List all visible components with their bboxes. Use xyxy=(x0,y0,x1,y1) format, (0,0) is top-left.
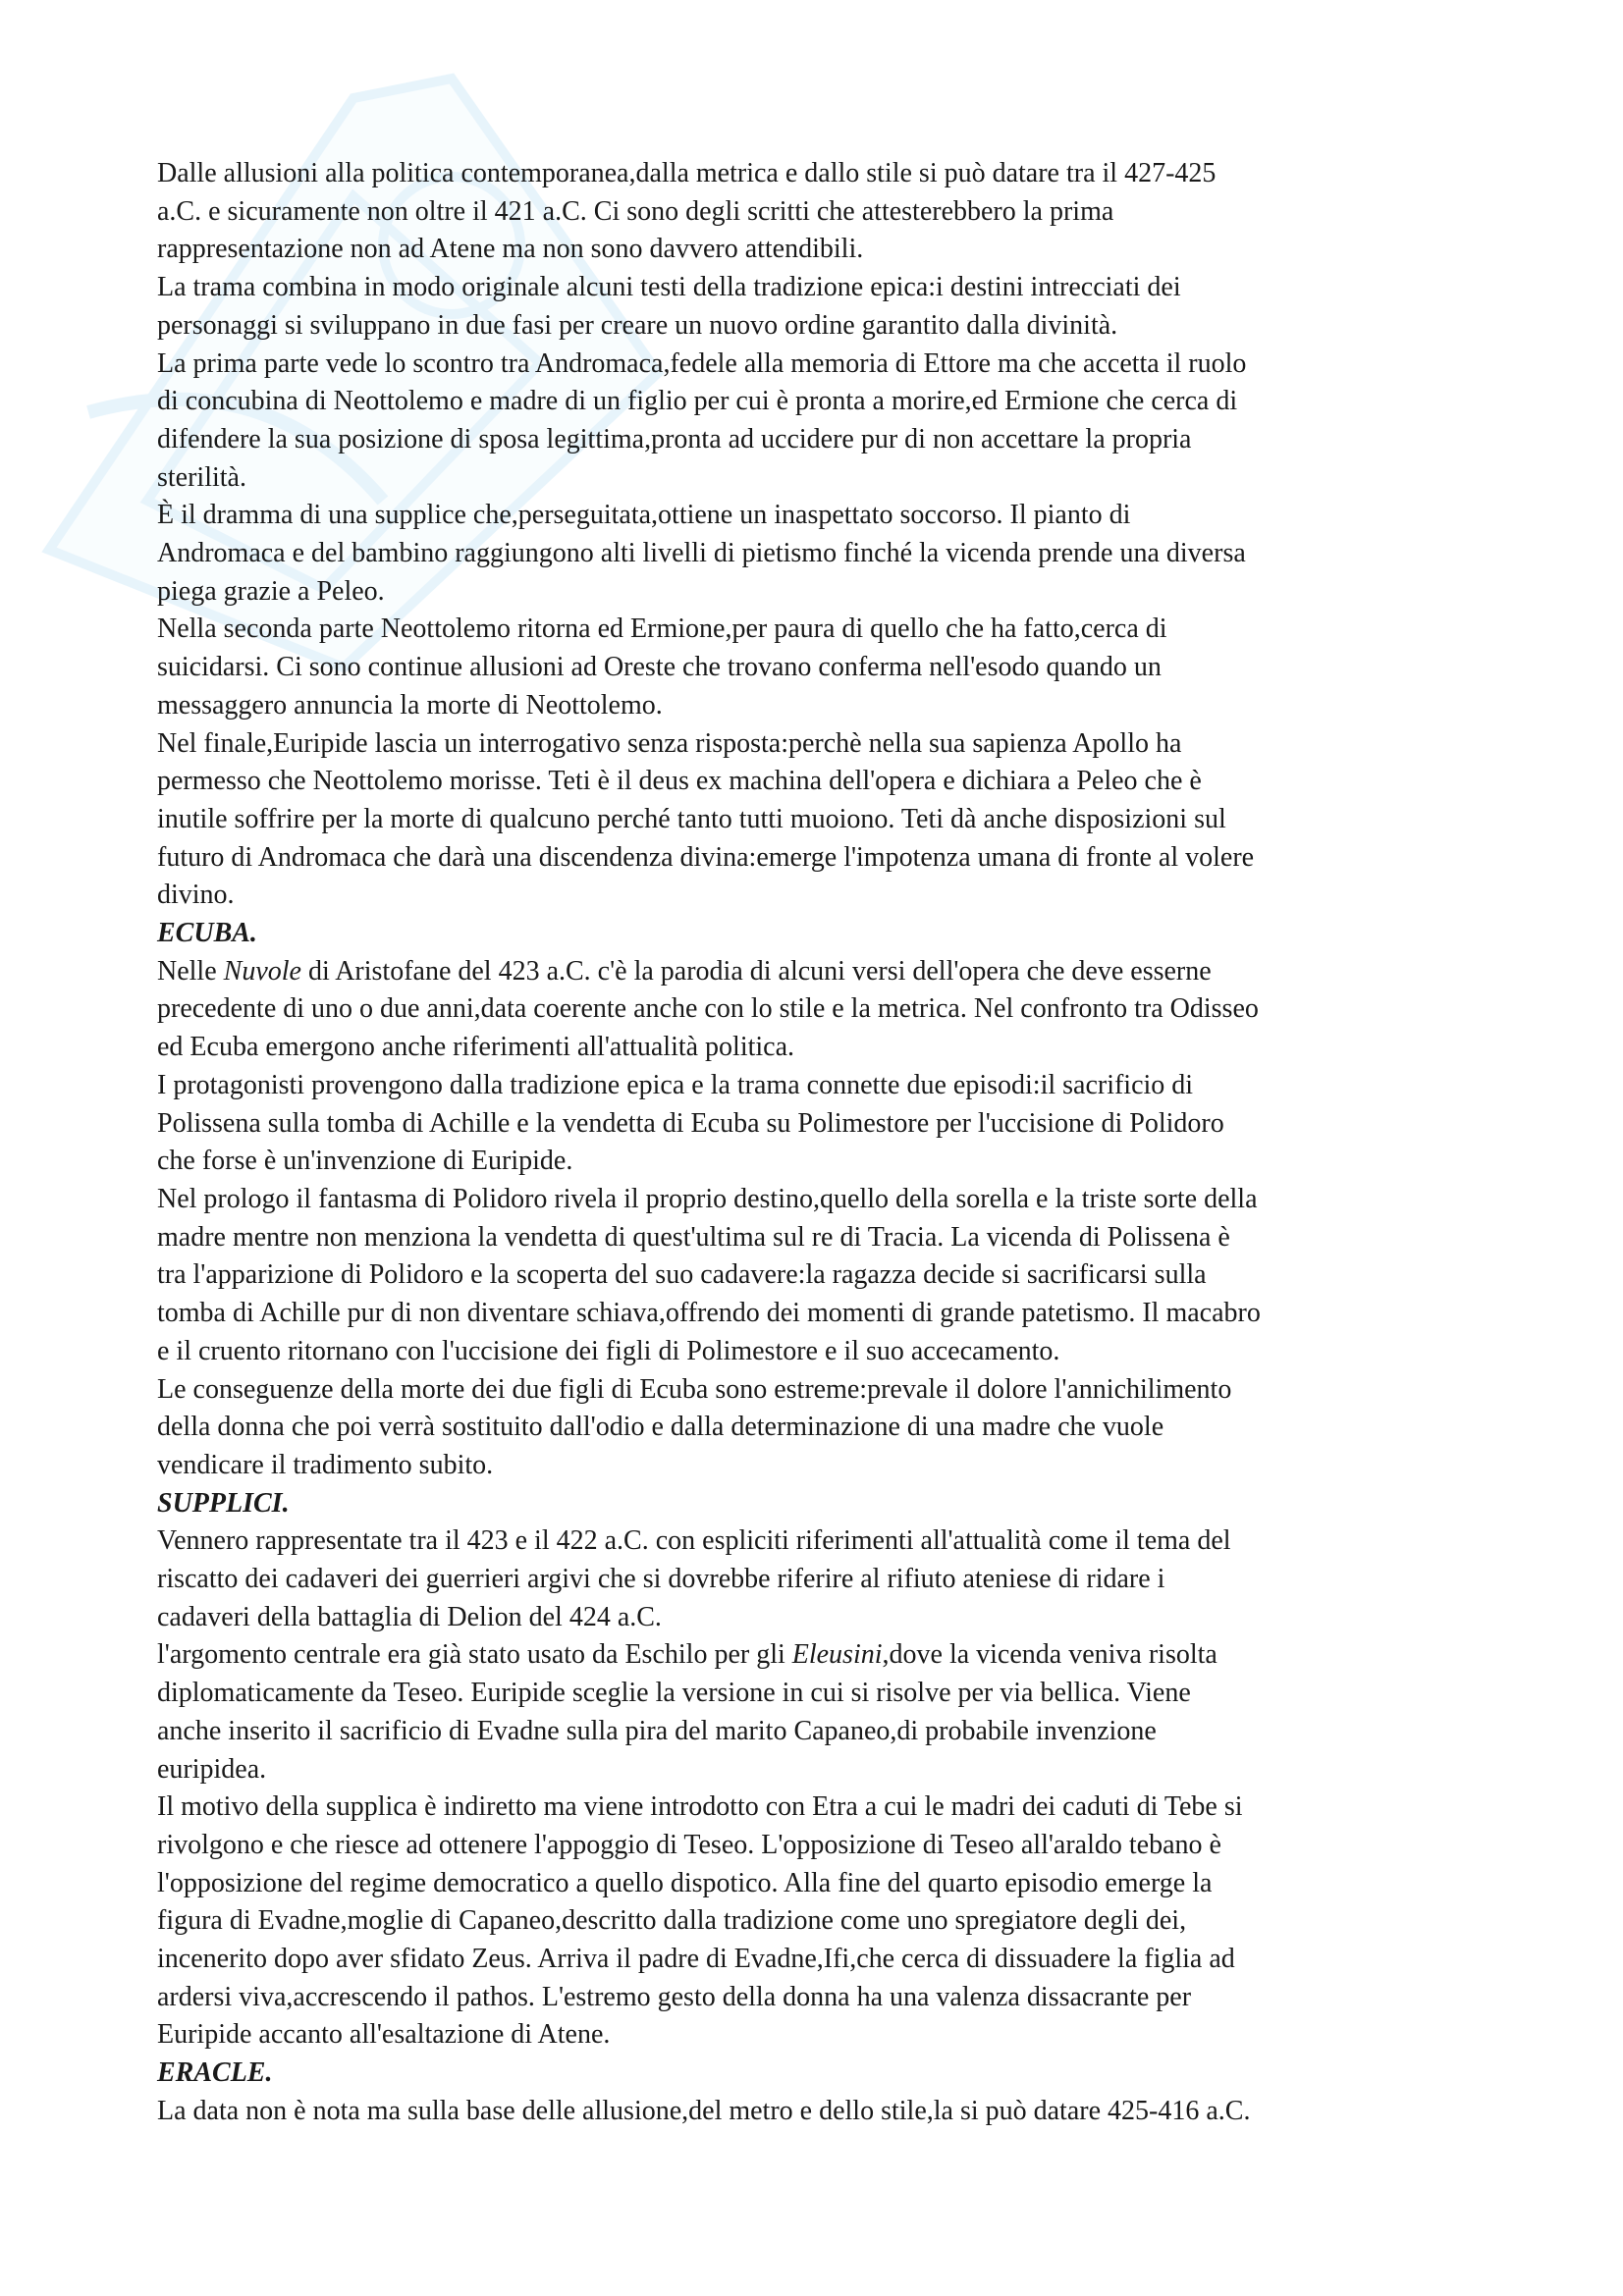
ecuba-p1-after: di Aristofane del 423 a.C. c'è la parodia di alcuni versi dell'opera che deve esserne precedente di uno o due anni,data coerente anche con lo stile e la metrica. Nel confronto tra Odisseo ed Ecuba emergono anche riferimenti all'attualità politica. xyxy=(157,955,1259,1063)
andromaca-paragraph-5: Nella seconda parte Neottolemo ritorna ed Ermione,per paura di quello che ha fatto,cerca di suicidarsi. Ci sono continue allusioni ad Oreste che trovano conferma nell'esodo quando un messaggero annuncia la morte di Neottolemo. xyxy=(157,614,1167,721)
eracle-paragraph-1: La data non è nota ma sulla base delle allusione,del metro e dello stile,la si può datare 425-416 a.C. xyxy=(157,2095,1251,2126)
work-title-nuvole: Nuvole xyxy=(223,955,301,987)
supplici-p2-after: ,dove la vicenda veniva risolta diplomaticamente da Teseo. Euripide sceglie la versione in cui si risolve per via bellica. Viene anche inserito il sacrificio di Evadne sulla pira del marito Capaneo,di probabile invenzione euripidea. xyxy=(157,1639,1217,1785)
andromaca-paragraph-2: La trama combina in modo originale alcuni testi della tradizione epica:i destini intrecciati dei personaggi si sviluppano in due fasi per creare un nuovo ordine garantito dalla divinità. xyxy=(157,272,1181,341)
andromaca-paragraph-4: È il dramma di una supplice che,perseguitata,ottiene un inaspettato soccorso. Il pianto di Andromaca e del bambino raggiungono alti livelli di pietismo finché la vicenda prende una diversa piega grazie a Peleo. xyxy=(157,500,1246,607)
supplici-paragraph-1: Vennero rappresentate tra il 423 e il 422 a.C. con espliciti riferimenti all'attualità come il tema del riscatto dei cadaveri dei guerrieri argivi che si dovrebbe riferire al rifiuto ateniese di ridare i cadaveri della battaglia di Delion del 424 a.C. xyxy=(157,1525,1231,1632)
supplici-paragraph-3: Il motivo della supplica è indiretto ma viene introdotto con Etra a cui le madri dei caduti di Tebe si rivolgono e che riesce ad ottenere l'appoggio di Teseo. L'opposizione di Teseo all'araldo tebano è l'opposizione del regime democratico a quello dispotico. Alla fine del quarto episodio emerge la figura di Evadne,moglie di Capaneo,descritto dalla tradizione come uno spregiatore degli dei, incenerito dopo aver sfidato Zeus. Arriva il padre di Evadne,Ifi,che cerca di dissuadere la figlia ad ardersi viva,accrescendo il pathos. L'estremo gesto della donna ha una valenza dissacrante per Euripide accanto all'esaltazione di Atene. xyxy=(157,1791,1243,2051)
andromaca-paragraph-6: Nel finale,Euripide lascia un interrogativo senza risposta:perchè nella sua sapienza Apollo ha permesso che Neottolemo morisse. Teti è il deus ex machina dell'opera e dichiara a Peleo che è inutile soffrire per la morte di qualcuno perché tanto tutti muoiono. Teti dà anche disposizioni sul futuro di Andromaca che darà una discendenza divina:emerge l'impotenza umana di fronte al volere divino. xyxy=(157,727,1255,911)
supplici-paragraph-2 xyxy=(157,1636,1483,1789)
section-heading-supplici: SUPPLICI. xyxy=(157,1487,290,1519)
ecuba-paragraph-3: Nel prologo il fantasma di Polidoro rivela il proprio destino,quello della sorella e la triste sorte della madre mentre non menziona la vendetta di quest'ultima sul re di Tracia. La vicenda di Polissena è tra l'apparizione di Polidoro e la scoperta del suo cadavere:la ragazza decide si sacrificarsi sulla tomba di Achille pur di non diventare schiava,offrendo dei momenti di grande patetismo. Il macabro e il cruento ritornano con l'uccisione dei figli di Polimestore e il suo accecamento. xyxy=(157,1183,1261,1366)
andromaca-paragraph-1: Dalle allusioni alla politica contemporanea,dalla metrica e dallo stile si può datare tra il 427-425 a.C. e sicuramente non oltre il 421 a.C. Ci sono degli scritti che attesterebbero la prima rappresentazione non ad Atene ma non sono davvero attendibili. xyxy=(157,158,1217,265)
ecuba-paragraph-4: Le conseguenze della morte dei due figli di Ecuba sono estreme:prevale il dolore l'annichilimento della donna che poi verrà sostituito dall'odio e dalla determinazione di una madre che vuole vendicare il tradimento subito. xyxy=(157,1373,1232,1480)
work-title-eleusini: Eleusini xyxy=(791,1639,883,1671)
document-body xyxy=(157,155,1483,2131)
section-heading-eracle: ERACLE. xyxy=(157,2057,273,2089)
ecuba-paragraph-2: I protagonisti provengono dalla tradizione epica e la trama connette due episodi:il sacrificio di Polissena sulla tomba di Achille e la vendetta di Ecuba su Polimestore per l'uccisione di Polidoro che forse è un'invenzione di Euripide. xyxy=(157,1069,1224,1177)
ecuba-p1-before: Nelle xyxy=(157,955,224,987)
supplici-p2-before: l'argomento centrale era già stato usato da Eschilo per gli xyxy=(157,1639,792,1671)
section-heading-ecuba: ECUBA. xyxy=(157,918,257,949)
ecuba-paragraph-1 xyxy=(157,953,1483,1067)
andromaca-paragraph-3: La prima parte vede lo scontro tra Andromaca,fedele alla memoria di Ettore ma che accetta il ruolo di concubina di Neottolemo e madre di un figlio per cui è pronta a morire,ed Ermione che cerca di difendere la sua posizione di sposa legittima,pronta ad uccidere pur di non accettare la propria sterilità. xyxy=(157,347,1247,493)
